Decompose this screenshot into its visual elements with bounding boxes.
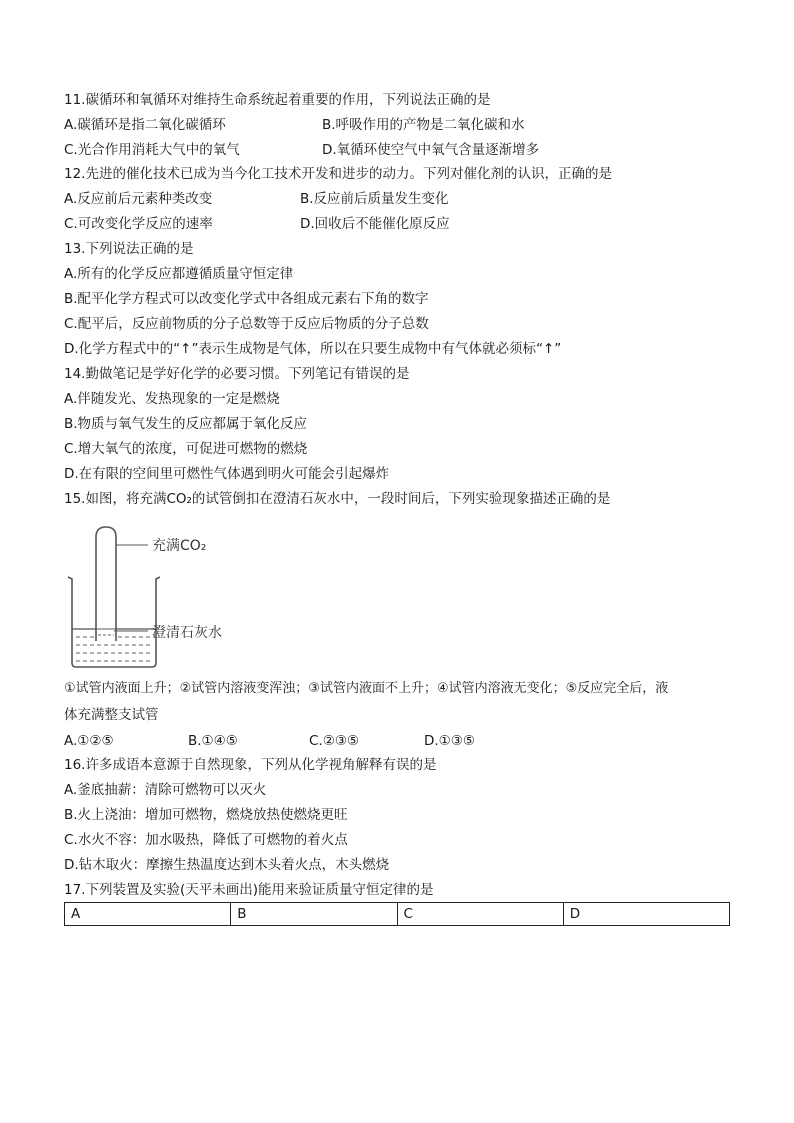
q17-stem: 17.下列装置及实验(天平未画出)能用来验证质量守恒定律的是 [64,882,434,898]
q13-option-b: B.配平化学方程式可以改变化学式中各组成元素右下角的数字 [64,291,429,307]
q11-stem: 11.碳循环和氧循环对维持生命系统起着重要的作用，下列说法正确的是 [64,92,491,108]
table-header-a: A [65,903,231,926]
q12-option-d: D.回收后不能催化原反应 [300,216,450,232]
q16-option-d: D.钻木取火：摩擦生热温度达到木头着火点，木头燃烧 [64,857,390,873]
q15-option-a: A.①②⑤ [64,733,114,749]
q15-statements-line2: 体充满整支试管 [64,707,159,723]
figure-label-co2: 充满CO₂ [152,538,207,554]
q11-option-c: C.光合作用消耗大气中的氧气 [64,142,240,158]
table-header-b: B [231,903,397,926]
table-header-d: D [563,903,729,926]
table-header-c: C [397,903,563,926]
q13-stem: 13.下列说法正确的是 [64,241,194,257]
q13-option-c: C.配平后，反应前物质的分子总数等于反应后物质的分子总数 [64,316,429,332]
q16-option-a: A.釜底抽薪：清除可燃物可以灭火 [64,782,267,798]
q12-stem: 12.先进的催化技术已成为当今化工技术开发和进步的动力。下列对催化剂的认识，正确的是 [64,166,612,182]
q12-option-c: C.可改变化学反应的速率 [64,216,213,232]
q16-stem: 16.许多成语本意源于自然现象，下列从化学视角解释有误的是 [64,757,437,773]
q13-option-a: A.所有的化学反应都遵循质量守恒定律 [64,266,294,282]
q16-option-c: C.水火不容：加水吸热，降低了可燃物的着火点 [64,832,348,848]
q11-option-a: A.碳循环是指二氧化碳循环 [64,117,226,133]
q11-option-b: B.呼吸作用的产物是二氧化碳和水 [322,117,525,133]
q14-stem: 14.勤做笔记是学好化学的必要习惯。下列笔记有错误的是 [64,366,410,382]
q12-option-b: B.反应前后质量发生变化 [300,191,449,207]
q12-option-a: A.反应前后元素种类改变 [64,191,213,207]
q15-option-b: B.①④⑤ [188,733,238,749]
table-row [65,903,730,926]
test-tube-diagram [64,521,254,671]
q15-stem: 15.如图，将充满CO₂的试管倒扣在澄清石灰水中，一段时间后，下列实验现象描述正确的是 [64,491,611,507]
figure-label-limewater: 澄清石灰水 [152,625,222,641]
q17-options-table [64,902,730,926]
q14-option-d: D.在有限的空间里可燃性气体遇到明火可能会引起爆炸 [64,466,390,482]
q11-option-d: D.氧循环使空气中氧气含量逐渐增多 [322,142,540,158]
q14-option-c: C.增大氧气的浓度，可促进可燃物的燃烧 [64,441,308,457]
q14-option-a: A.伴随发光、发热现象的一定是燃烧 [64,391,280,407]
q15-option-c: C.②③⑤ [309,733,360,749]
q16-option-b: B.火上浇油：增加可燃物，燃烧放热使燃烧更旺 [64,807,348,823]
q15-option-d: D.①③⑤ [424,733,475,749]
q14-option-b: B.物质与氧气发生的反应都属于氧化反应 [64,416,308,432]
q15-statements-line1: ①试管内液面上升；②试管内溶液变浑浊；③试管内液面不上升；④试管内溶液无变化；⑤反应完全后，液 [64,681,669,696]
q13-option-d: D.化学方程式中的“↑”表示生成物是气体，所以在只要生成物中有气体就必须标“↑” [64,341,562,357]
